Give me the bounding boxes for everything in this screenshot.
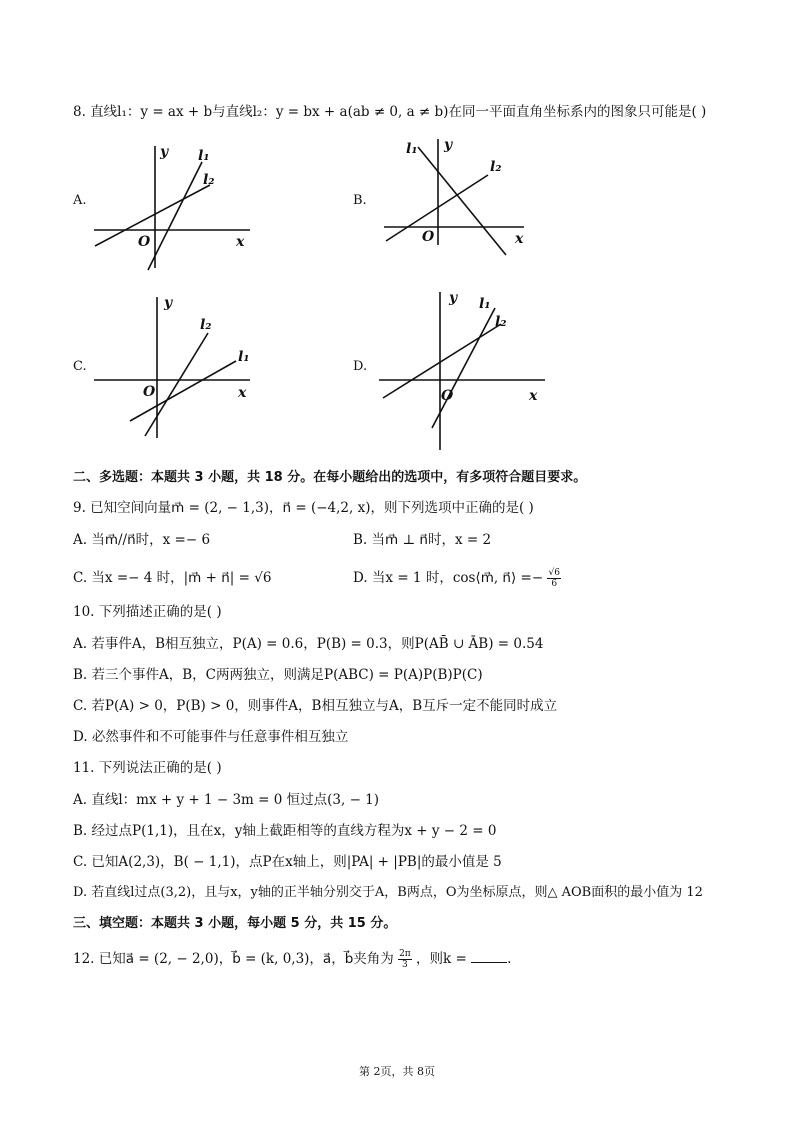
- q11-option-a: A. 直线l：mx + y + 1 − 3m = 0 恒过点(3, − 1): [73, 792, 380, 808]
- q9-option-c: C. 当x =− 4 时，|m⃗ + n⃗| = √6: [73, 570, 272, 586]
- page-footer: 第 2页，共 8页: [359, 1065, 435, 1078]
- q11-option-d: D. 若直线l过点(3,2)，且与x，y轴的正半轴分别交于A，B两点，O为坐标原点，则△ AOB面积的最小值为 12: [73, 885, 703, 900]
- fraction-numerator: 2π: [399, 949, 411, 959]
- q12-stem: [73, 949, 511, 970]
- q10-option-a: A. 若事件A，B相互独立，P(A) = 0.6，P(B) = 0.3，则P(AB̄ ∪ ĀB) = 0.54: [73, 636, 544, 652]
- l2-label: l₂: [203, 172, 215, 188]
- q10-option-b: B. 若三个事件A，B，C两两独立，则满足P(ABC) = P(A)P(B)P(C): [73, 667, 483, 683]
- q9-option-d-fraction: [547, 568, 560, 589]
- q8-option-d-graph: [375, 288, 565, 453]
- line-l1: [432, 308, 495, 428]
- q11-option-c: C. 已知A(2,3)，B( − 1,1)，点P在x轴上，则|PA| + |PB|的最小值是 5: [73, 854, 502, 870]
- l1-label: l₁: [238, 349, 250, 365]
- x-axis-label: x: [238, 385, 247, 401]
- q12-text: 12. 已知a⃗ = (2, − 2,0)，b⃗ = (k, 0,3)，a⃗，b⃗夹角为: [73, 951, 394, 967]
- origin-label: O: [422, 229, 435, 245]
- y-axis-label: y: [160, 144, 169, 160]
- q10-stem: 10. 下列描述正确的是( ): [73, 604, 222, 620]
- line-l2: [386, 175, 488, 241]
- fraction-denominator: 3: [402, 960, 408, 970]
- line-l2: [383, 324, 501, 398]
- origin-label: O: [138, 234, 151, 250]
- q12-suffix: ，则k =: [416, 951, 467, 967]
- q9-option-a: A. 当m⃗//n⃗时，x =− 6: [73, 532, 211, 548]
- q11-option-b: B. 经过点P(1,1)，且在x，y轴上截距相等的直线方程为x + y − 2 = 0: [73, 823, 497, 839]
- y-axis-label: y: [449, 290, 458, 306]
- l2-label: l₂: [200, 317, 212, 333]
- line-l1: [148, 162, 202, 270]
- q12-angle-fraction: [398, 949, 412, 970]
- q9-option-d-text: D. 当x = 1 时，cos⟨m⃗, n⃗⟩ =−: [353, 570, 544, 586]
- l1-label: l₁: [198, 148, 210, 164]
- origin-label: O: [441, 388, 454, 404]
- q9-option-d: [353, 568, 561, 589]
- fraction-denominator: 6: [551, 579, 558, 589]
- q10-option-c: C. 若P(A) > 0，P(B) > 0，则事件A，B相互独立与A，B互斥一定不能同时成立: [73, 698, 558, 714]
- q8-option-c-label: C.: [73, 359, 87, 374]
- x-axis-label: x: [529, 388, 538, 404]
- section-heading-multiple-choice: 二、多选题：本题共 3 小题，共 18 分。在每小题给出的选项中，有多项符合题目要求。: [73, 470, 587, 485]
- q8-option-c-graph: [90, 293, 270, 443]
- y-axis-label: y: [164, 295, 173, 311]
- q8-option-a-label: A.: [73, 193, 87, 208]
- l1-label: l₁: [406, 141, 418, 157]
- q8-option-a-graph: [90, 140, 270, 270]
- origin-label: O: [143, 384, 156, 400]
- x-axis-label: x: [515, 231, 524, 247]
- line-l2: [95, 185, 210, 246]
- q9-stem: 9. 已知空间向量m⃗ = (2, − 1,3)，n⃗ = (−4,2, x)，则下列选项中正确的是( ): [73, 500, 534, 516]
- l2-label: l₂: [495, 314, 507, 330]
- q9-option-b: B. 当m⃗ ⊥ n⃗时，x = 2: [353, 532, 492, 548]
- q8-option-b-label: B.: [353, 193, 367, 208]
- y-axis-label: y: [444, 137, 453, 153]
- q11-stem: 11. 下列说法正确的是( ): [73, 760, 222, 776]
- l1-label: l₁: [479, 296, 491, 312]
- q10-option-d: D. 必然事件和不可能事件与任意事件相互独立: [73, 729, 349, 745]
- q12-end: .: [507, 951, 512, 967]
- q8-option-d-label: D.: [353, 359, 368, 374]
- section-heading-fill-in: 三、填空题：本题共 3 小题，每小题 5 分，共 15 分。: [73, 916, 397, 931]
- answer-blank[interactable]: [471, 950, 507, 963]
- q8-stem: 8. 直线l₁：y = ax + b与直线l₂：y = bx + a(ab ≠ 0, a ≠ b)在同一平面直角坐标系内的图象只可能是( ): [73, 104, 707, 120]
- fraction-numerator: √6: [548, 568, 560, 578]
- q8-option-b-graph: [380, 135, 560, 265]
- l2-label: l₂: [490, 159, 502, 175]
- x-axis-label: x: [236, 234, 245, 250]
